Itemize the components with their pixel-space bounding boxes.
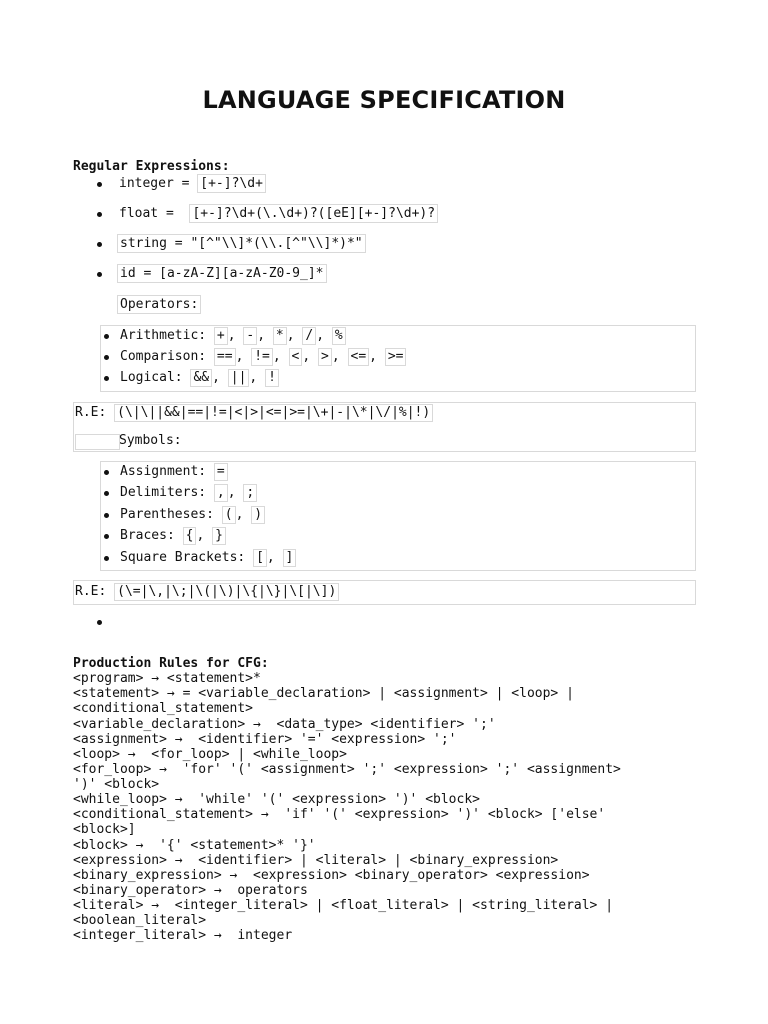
operators-regex-value: (\|\||&&|==|!=|<|>|<=|>=|\+|-|\*|\/|%|!) bbox=[114, 404, 433, 422]
rule-line: <for_loop> → 'for' '(' <assignment> ';' <expression> ';' <assignment> bbox=[73, 762, 621, 777]
sym-lbrace: { bbox=[183, 527, 197, 545]
sym-comma: , bbox=[214, 484, 228, 502]
sym-rbrace: } bbox=[212, 527, 226, 545]
rule-line: <block> → '{' <statement>* '}' bbox=[73, 838, 316, 853]
op-gt: > bbox=[318, 348, 332, 366]
bullet bbox=[104, 556, 109, 561]
bullet bbox=[97, 182, 102, 187]
sym-lparen: ( bbox=[222, 506, 236, 524]
page-title: LANGUAGE SPECIFICATION bbox=[202, 86, 566, 114]
regex-float: float = [+-]?\d+(\.\d+)?([eE][+-]?\d+)? bbox=[119, 206, 438, 221]
regex-id bbox=[117, 266, 327, 281]
symbols-regex-value: (\=|\,|\;|\(|\)|\{|\}|\[|\]) bbox=[114, 583, 339, 601]
rule-line: <assignment> → <identifier> '=' <expression> ';' bbox=[73, 732, 457, 747]
op-lt: < bbox=[289, 348, 303, 366]
rule-line: <statement> → = <variable_declaration> | <assignment> | <loop> | bbox=[73, 686, 574, 701]
op-gte: >= bbox=[385, 348, 407, 366]
id-pattern: id = [a-zA-Z][a-zA-Z0-9_]* bbox=[117, 264, 327, 283]
rule-line: ')' <block> bbox=[73, 777, 160, 792]
sym-rparen: ) bbox=[251, 506, 265, 524]
symbols-panel bbox=[100, 461, 696, 571]
symbols-heading: Symbols: bbox=[119, 433, 182, 448]
regex-integer: integer = [+-]?\d+ bbox=[119, 176, 266, 191]
bullet bbox=[104, 376, 109, 381]
logical-row: Logical: && , || , ! bbox=[120, 369, 279, 387]
sym-lbracket: [ bbox=[253, 549, 267, 567]
op-lte: <= bbox=[348, 348, 370, 366]
op-multiply: * bbox=[273, 327, 287, 345]
rule-line: <conditional_statement> bbox=[73, 701, 254, 716]
op-divide: / bbox=[302, 327, 316, 345]
bullet bbox=[104, 470, 109, 475]
braces-row: Braces: { , } bbox=[120, 527, 226, 545]
bullet bbox=[97, 242, 102, 247]
float-pattern: [+-]?\d+(\.\d+)?([eE][+-]?\d+)? bbox=[189, 204, 438, 223]
rule-line: <boolean_literal> bbox=[73, 913, 207, 928]
bullet bbox=[97, 272, 102, 277]
op-modulo: % bbox=[332, 327, 346, 345]
operators-regex-panel bbox=[73, 402, 696, 452]
empty-cell bbox=[75, 434, 120, 450]
rule-line: <integer_literal> → integer bbox=[73, 928, 293, 943]
rule-line: <binary_expression> → <expression> <binary_operator> <expression> bbox=[73, 868, 590, 883]
sym-semicolon: ; bbox=[243, 484, 257, 502]
bullet bbox=[104, 491, 109, 496]
arithmetic-row: Arithmetic: + , - , * , / , % bbox=[120, 327, 346, 345]
op-plus: + bbox=[214, 327, 228, 345]
rule-line: <variable_declaration> → <data_type> <identifier> ';' bbox=[73, 717, 496, 732]
bullet bbox=[104, 355, 109, 360]
parentheses-row: Parentheses: ( , ) bbox=[120, 506, 265, 524]
rule-line: <loop> → <for_loop> | <while_loop> bbox=[73, 747, 347, 762]
delimiters-row: Delimiters: , , ; bbox=[120, 484, 257, 502]
integer-pattern: [+-]?\d+ bbox=[197, 174, 266, 193]
op-eq: == bbox=[214, 348, 236, 366]
sym-assign: = bbox=[214, 463, 228, 481]
rule-line: <expression> → <identifier> | <literal> | <binary_expression> bbox=[73, 853, 559, 868]
rule-line: <block>] bbox=[73, 822, 136, 837]
bullet bbox=[97, 212, 102, 217]
rule-line: <literal> → <integer_literal> | <float_literal> | <string_literal> | bbox=[73, 898, 614, 913]
rule-line: <while_loop> → 'while' '(' <expression> ')' <block> bbox=[73, 792, 480, 807]
op-and: && bbox=[190, 369, 212, 387]
sym-rbracket: ] bbox=[283, 549, 297, 567]
symbols-regex-panel bbox=[73, 580, 696, 605]
rule-line: <program> → <statement>* bbox=[73, 671, 261, 686]
empty-bullet bbox=[97, 620, 102, 625]
bullet bbox=[104, 513, 109, 518]
rule-line: <conditional_statement> → 'if' '(' <expression> ')' <block> ['else' bbox=[73, 807, 606, 822]
regex-heading: Regular Expressions: bbox=[73, 159, 230, 174]
comparison-row: Comparison: == , != , < , > , <= , >= bbox=[120, 348, 406, 366]
operators-regex: R.E: (\|\||&&|==|!=|<|>|<=|>=|\+|-|\*|\/|%|!) bbox=[75, 404, 433, 422]
op-neq: != bbox=[251, 348, 273, 366]
regex-string bbox=[117, 236, 366, 251]
assignment-row: Assignment: = bbox=[120, 463, 228, 481]
brackets-row: Square Brackets: [ , ] bbox=[120, 549, 296, 567]
rule-line: <binary_operator> → operators bbox=[73, 883, 308, 898]
symbols-regex: R.E: (\=|\,|\;|\(|\)|\{|\}|\[|\]) bbox=[75, 583, 339, 601]
bullet bbox=[104, 334, 109, 339]
production-heading: Production Rules for CFG: bbox=[73, 656, 269, 671]
operators-heading: Operators: bbox=[117, 297, 201, 312]
bullet bbox=[104, 534, 109, 539]
op-minus: - bbox=[243, 327, 257, 345]
operators-panel bbox=[100, 325, 696, 392]
string-pattern: string = "[^"\\]*(\\.[^"\\]*)*" bbox=[117, 234, 366, 253]
op-or: || bbox=[228, 369, 250, 387]
op-not: ! bbox=[265, 369, 279, 387]
